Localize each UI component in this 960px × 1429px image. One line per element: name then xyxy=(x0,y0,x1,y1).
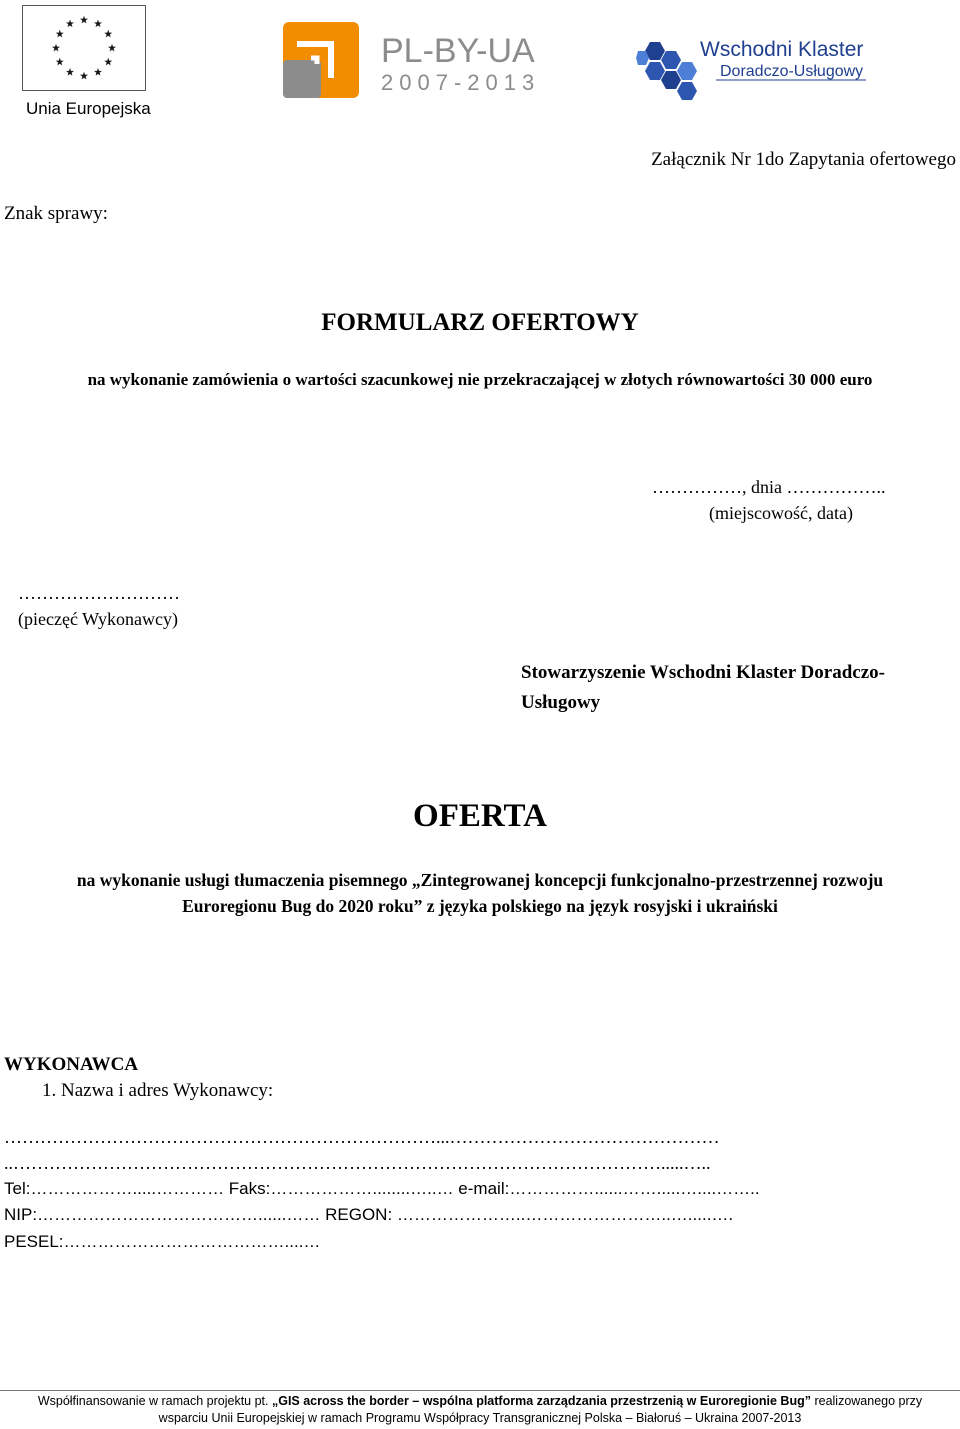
stamp-caption: (pieczęć Wykonawcy) xyxy=(18,609,178,629)
stamp-line: ……………………… xyxy=(18,583,180,603)
contractor-name-address-label: 1. Nazwa i adres Wykonawcy: xyxy=(42,1080,274,1101)
pl-by-ua-logo xyxy=(283,22,543,100)
program-logo-text: PL-BY-UA xyxy=(381,32,535,70)
footer-project-title: „GIS across the border – wspólna platforma zarządzania przestrzenią w Euroregionie Bug” xyxy=(271,1394,811,1408)
footer-line2: wsparciu Unii Europejskiej w ramach Programu Współpracy Transgranicznej Polska – Białoruś – Ukraina 2007-2013 xyxy=(158,1411,802,1425)
eu-star-icon xyxy=(104,30,112,38)
pesel-line[interactable]: PESEL:…………………………………....… xyxy=(4,1232,321,1251)
program-logo-years: 2007-2013 xyxy=(381,70,541,95)
eu-star-icon xyxy=(94,68,102,76)
eu-star-icon xyxy=(66,68,74,76)
form-title: FORMULARZ OFERTOWY xyxy=(321,309,639,336)
cluster-logo-line2: Doradczo-Usługowy xyxy=(720,63,864,80)
eu-star-icon xyxy=(66,20,74,28)
eu-star-icon xyxy=(108,44,116,52)
footer-line1 xyxy=(0,1394,960,1408)
contractor-heading: WYKONAWCA xyxy=(4,1054,139,1075)
form-subtitle: na wykonanie zamówienia o wartości szacunkowej nie przekraczającej w złotych równowartości 30 000 euro xyxy=(87,370,873,389)
eu-star-icon xyxy=(56,30,64,38)
place-date-line: ……………, dnia …………….. xyxy=(652,477,886,497)
eu-flag-logo xyxy=(22,5,146,91)
annex-label: Załącznik Nr 1do Zapytania ofertowego xyxy=(651,149,956,170)
eu-star-icon xyxy=(52,44,60,52)
nip-regon-line[interactable]: NIP:…………………………………......…… REGON: …………………..……………………..….....…. xyxy=(4,1205,734,1224)
place-date-caption: (miejscowość, data) xyxy=(709,503,853,523)
footer-line1-pre: Współfinansowanie w ramach projektu pt. xyxy=(37,1394,272,1408)
eu-star-icon xyxy=(80,16,88,24)
footer-divider xyxy=(0,1390,960,1391)
cluster-logo-line1: Wschodni Klaster xyxy=(700,38,864,61)
wschodni-klaster-logo xyxy=(636,34,868,104)
hexagon-cluster-icon xyxy=(636,42,697,100)
name-address-fill-line-1[interactable]: ………………………………………………………………...……………………………………… xyxy=(4,1127,720,1147)
recipient-line2: Usługowy xyxy=(521,692,601,713)
footer-line1-post: realizowanego przy xyxy=(810,1394,923,1408)
eu-star-icon xyxy=(80,72,88,80)
eu-stars-icon xyxy=(23,6,145,90)
eu-star-icon xyxy=(56,58,64,66)
eu-caption: Unia Europejska xyxy=(26,99,151,118)
offer-heading: OFERTA xyxy=(413,798,547,834)
tel-fax-email-line[interactable]: Tel:……………….....………… Faks:………………........…..… e-mail:……………......…….....…....…….. xyxy=(4,1179,760,1198)
name-address-fill-line-2[interactable]: ..……………………………………………………………………………………………….....….. xyxy=(4,1153,711,1173)
eu-star-icon xyxy=(104,58,112,66)
offer-description-line2: Euroregionu Bug do 2020 roku” z języka polskiego na język rosyjski i ukraiński xyxy=(182,896,778,916)
eu-star-icon xyxy=(94,20,102,28)
case-ref-label: Znak sprawy: xyxy=(4,203,108,224)
offer-description-line1: na wykonanie usługi tłumaczenia pisemnego „Zintegrowanej koncepcji funkcjonalno-przestrzennej rozwoju xyxy=(76,870,884,890)
recipient-line1: Stowarzyszenie Wschodni Klaster Doradczo- xyxy=(521,662,885,683)
